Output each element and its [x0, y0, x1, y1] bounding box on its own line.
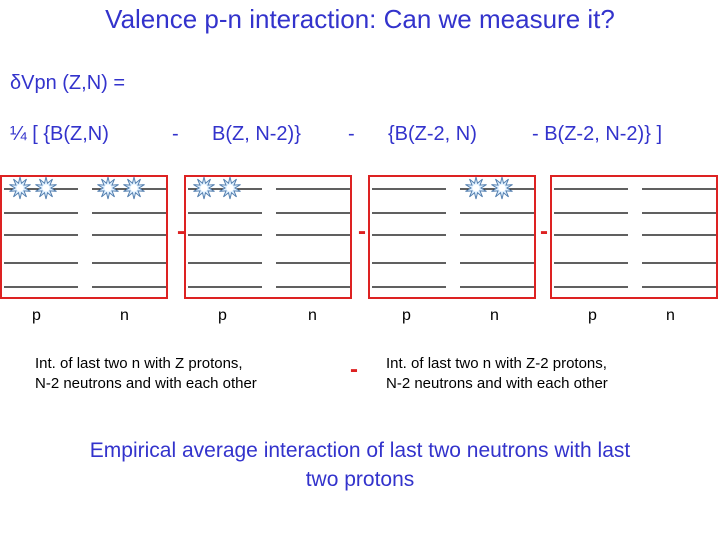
panel-3-n-nucleon-2 [492, 177, 513, 199]
formula-term-b-z-n-2: B(Z, N-2)} [212, 123, 301, 145]
panel-4-p-label: p [588, 307, 597, 324]
panel-3-n-nucleon-1 [466, 177, 487, 199]
summary-text [0, 436, 720, 494]
right-note [386, 354, 608, 394]
summary-line-2: two protons [305, 468, 415, 491]
panel-2-p-nucleon-2 [220, 177, 241, 199]
between-minus-2: - [358, 218, 366, 245]
between-minus-1: - [177, 218, 185, 245]
panel-2-p-label: p [218, 307, 227, 324]
panel-4-n-label: n [666, 307, 675, 324]
panel-1-n-nucleon-2 [124, 177, 145, 199]
right-note-line-2: N-2 neutrons and with each other [386, 375, 608, 392]
notes-minus: - [350, 356, 358, 383]
panel-3-p-label: p [402, 307, 411, 324]
panel-3-border [369, 176, 535, 298]
panel-2-n-label: n [308, 307, 317, 324]
panel-4 [551, 176, 717, 298]
formula-minus-2: - [348, 123, 355, 145]
right-note-line-1: Int. of last two n with Z-2 protons, [386, 355, 607, 372]
formula-term-b-z-n: ¼ [ {B(Z,N) [10, 123, 109, 145]
between-minus-3: - [540, 218, 548, 245]
formula-term-b-z-2-n: {B(Z-2, N) [388, 123, 477, 145]
left-note-line-2: N-2 neutrons and with each other [35, 375, 257, 392]
definition-label: δVpn (Z,N) = [10, 72, 126, 94]
formula-term-b-z-2-n-2: - B(Z-2, N-2)} ] [532, 123, 663, 145]
panel-1-n-label: n [120, 307, 129, 324]
panel-1-p-label: p [32, 307, 41, 324]
panel-1-n-nucleon-1 [98, 177, 119, 199]
formula-minus-1: - [172, 123, 179, 145]
summary-line-1: Empirical average interaction of last two neutrons with last [89, 439, 631, 462]
panel-2-p-nucleon-1 [194, 177, 215, 199]
panel-1-p-nucleon-1 [10, 177, 31, 199]
panel-2 [185, 176, 351, 298]
panel-3-n-label: n [490, 307, 499, 324]
panel-3 [369, 176, 535, 298]
panel-1-p-nucleon-2 [36, 177, 57, 199]
slide-title: Valence p-n interaction: Can we measure it? [105, 4, 615, 34]
left-note-line-1: Int. of last two n with Z protons, [35, 355, 243, 372]
panel-1 [1, 176, 167, 298]
panel-4-border [551, 176, 717, 298]
left-note [35, 354, 257, 394]
